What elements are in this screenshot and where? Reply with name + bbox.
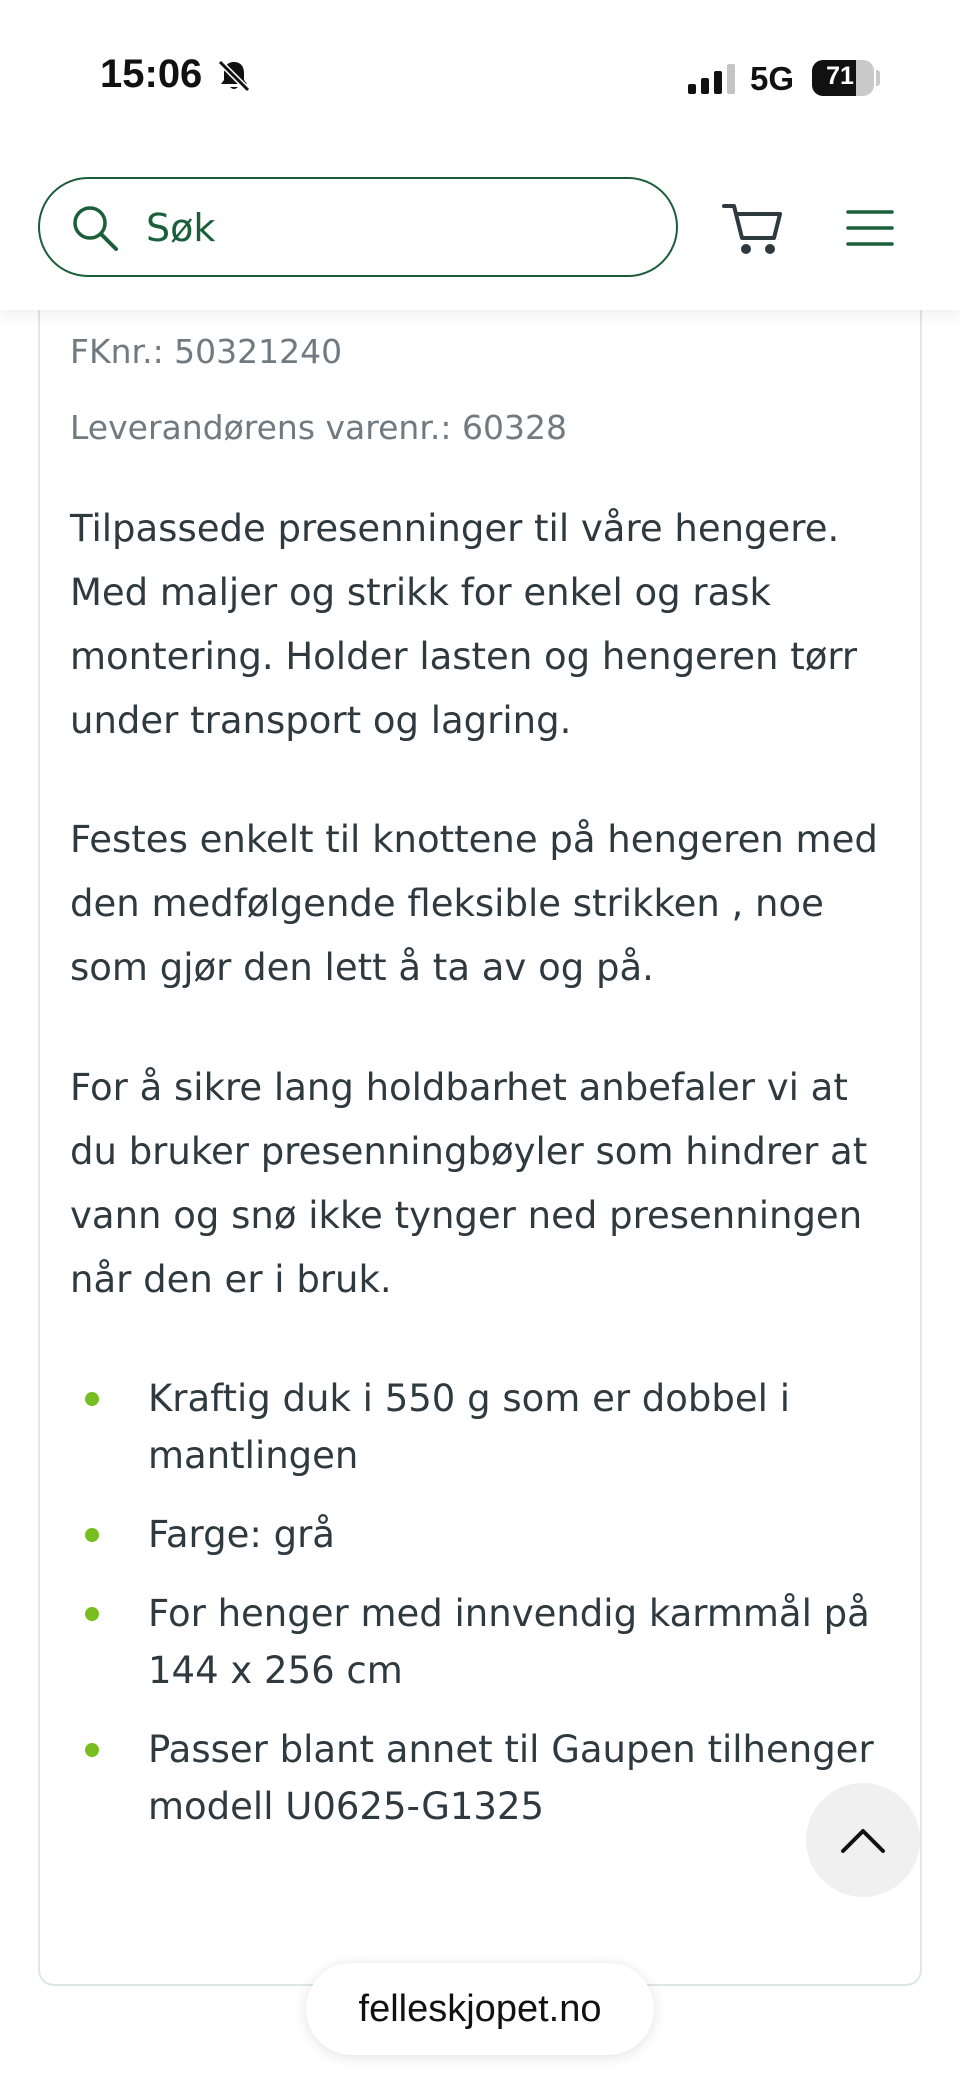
bullet-dot [85,1607,99,1621]
battery-indicator [812,60,874,96]
status-bar [0,0,960,150]
feature-item [70,1585,900,1699]
description-paragraph: Festes enkelt til knottene på hengeren med den medfølgende fleksible strikken , noe som gjør den lett å ta av og på. [70,818,878,989]
status-time: 15:06 [100,52,203,96]
scroll-to-top-button[interactable] [806,1783,920,1897]
network-label: 5G [750,60,795,97]
feature-item [70,1721,900,1835]
search-input[interactable] [144,201,628,255]
bullet-dot [85,1528,99,1542]
feature-text: Kraftig duk i 550 g som er dobbel i mantlingen [148,1377,790,1477]
site-header [0,150,960,310]
search-bar[interactable] [38,177,678,277]
description-paragraph: For å sikre lang holdbarhet anbefaler vi at du bruker presenningbøyler som hindrer at vann og snø ikke tynger ned presenningen når den er i bruk. [70,1066,868,1301]
signal-icon [688,64,736,94]
fk-number: FKnr.: 50321240 [70,332,343,371]
chevron-up-icon [838,1819,888,1861]
bell-muted-icon [216,58,252,94]
browser-url-bar[interactable]: felleskjopet.no [306,1963,654,2055]
cart-icon[interactable] [722,200,784,258]
description-paragraph: Tilpassede presenninger til våre hengere. Med maljer og strikk for enkel og rask montering. Holder lasten og hengeren tørr under transport og lagring. [70,507,858,742]
feature-text: For henger med innvendig karmmål på 144 x 256 cm [148,1592,870,1692]
bullet-dot [85,1743,99,1757]
feature-list [70,1370,900,1857]
feature-text: Passer blant annet til Gaupen tilhenger modell U0625-G1325 [148,1728,874,1828]
menu-icon[interactable] [846,208,894,248]
feature-item [70,1506,900,1563]
feature-item [70,1370,900,1484]
battery-percent: 71 [826,62,854,90]
feature-text: Farge: grå [148,1513,335,1556]
search-icon [70,203,120,253]
bullet-dot [85,1392,99,1406]
battery-cap [876,70,880,86]
supplier-number: Leverandørens varenr.: 60328 [70,408,567,447]
